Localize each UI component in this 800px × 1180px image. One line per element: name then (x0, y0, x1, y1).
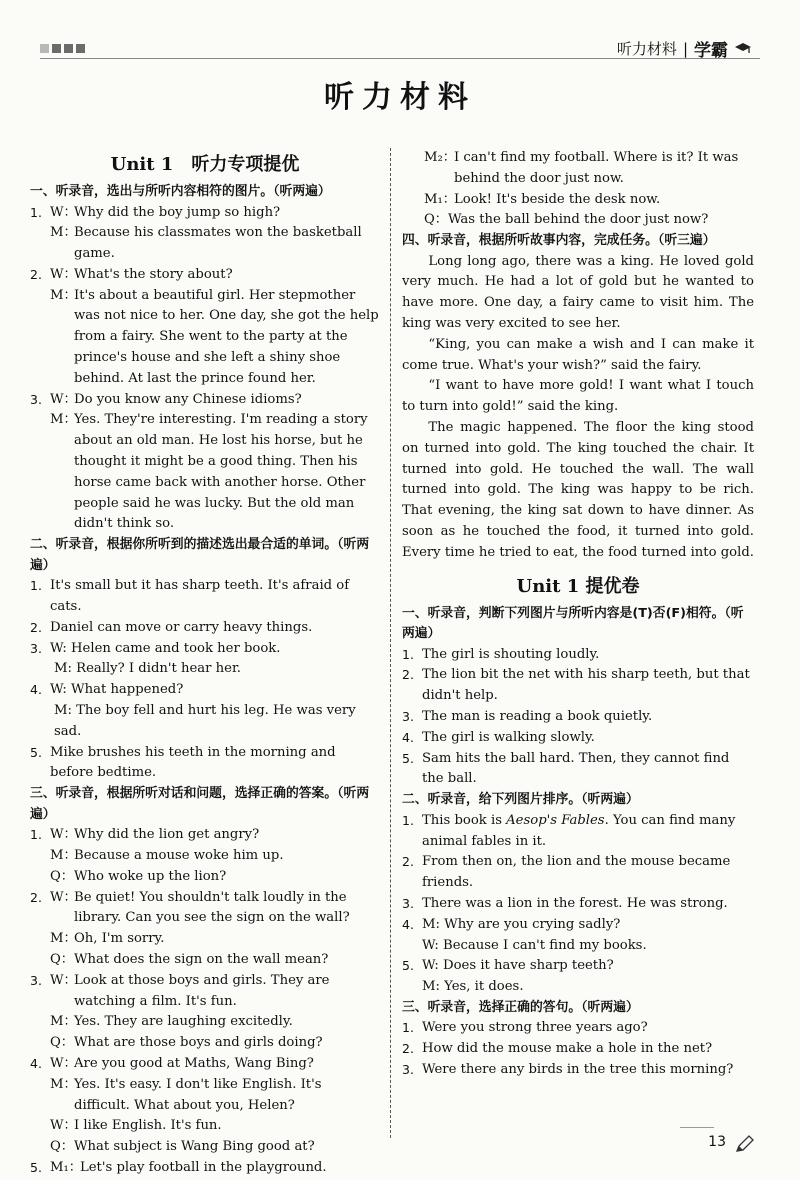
story-paragraph: “I want to have more gold! I want what I touch to turn into gold!” said the king. (402, 378, 754, 415)
left-column (30, 148, 380, 1179)
story-paragraph: Long long ago, there was a king. He loved gold very much. He had a lot of gold but he wanted to have more. One day, a fairy came to visit him. The king was very excited to see her. (402, 253, 754, 332)
list-item: 2. The lion bit the net with his sharp teeth, but that didn't help. (402, 667, 750, 704)
section-heading: 三、听录音，选择正确的答句。（听两遍） (402, 999, 639, 1015)
list-item: 1. It's small but it has sharp teeth. It's afraid of cats. (30, 578, 350, 615)
section-heading: 三、听录音，根据所听对话和问题，选择正确的答案。（听两遍） (30, 786, 370, 822)
list-item: 1. This book is Aesop's Fables. You can find many animal fables in it. (402, 812, 736, 849)
brand-logo: 学霸 (694, 41, 728, 61)
list-item: 2. From then on, the lion and the mouse became friends. (402, 854, 731, 891)
unit-title: Unit 1 听力专项提优 (110, 154, 300, 175)
list-item: 4. W： Are you good at Maths, Wang Bing? M： Yes. It's easy. I don't like English. It's difficult. What about you, Helen? W： I like English. It's fun. Q： What subject is Wang Bing good at? (30, 1055, 322, 1155)
header-decoration (40, 44, 85, 53)
section-heading: 一、听录音，选出与所听内容相符的图片。（听两遍） (30, 184, 331, 199)
story-paragraph: “King, you can make a wish and I can make it come true. What's your wish?” said the fairy. (402, 336, 754, 373)
header-rule (40, 58, 760, 59)
list-item: 4. The girl is walking slowly. (402, 729, 595, 745)
page-title: 听力材料 (324, 80, 476, 115)
dialogue-line: M₁： Look! It's beside the desk now. (424, 191, 661, 207)
story-paragraph: The magic happened. The floor the king stood on turned into gold. The king touched the chair. It turned into gold. He touched the wall. The wall turned into gold. The king was happy to be rich. That evening, the king sat down to have dinner. As soon as he touched the food, it turned into gold. Every time he tried to eat, the food turned into gold. (402, 420, 754, 560)
list-item: 1. W： Why did the lion get angry? M： Because a mouse woke him up. Q： Who woke up the lion? (30, 827, 284, 884)
graduation-cap-icon (734, 42, 752, 56)
column-divider (390, 148, 391, 1138)
list-item: 2. How did the mouse make a hole in the net? (402, 1041, 713, 1057)
list-item: 5. W: Does it have sharp teeth? M: Yes, it does. (402, 958, 614, 995)
list-item: 1. Were you strong three years ago? (402, 1020, 648, 1036)
list-item: 2. W： Be quiet! You shouldn't talk loudly in the library. Can you see the sign on the wall? M： Oh, I'm sorry. Q： What does the sign on the wall mean? (30, 889, 350, 967)
list-item: 3. There was a lion in the forest. He was strong. (402, 895, 728, 911)
list-item: 3. W： Look at those boys and girls. They are watching a film. It's fun. M： Yes. They are laughing excitedly. Q： What are those boys and girls doing? (30, 972, 330, 1051)
list-item: 3. Were there any birds in the tree this morning? (402, 1061, 734, 1077)
section-heading: 四、听录音，根据所听故事内容，完成任务。（听三遍） (402, 233, 716, 249)
list-item: 2. Daniel can move or carry heavy things. (30, 619, 313, 635)
right-column (402, 148, 754, 1081)
footer-rule (680, 1127, 714, 1128)
list-item: 5. M₁： Let's play football in the playground. (30, 1159, 327, 1175)
section-heading: 二、听录音，给下列图片排序。（听两遍） (402, 792, 639, 808)
section-heading: 一、听录音，判断下列图片与所听内容是(T)否(F)相符。（听两遍） (402, 605, 744, 642)
dialogue-line: Q： Was the ball behind the door just now? (424, 212, 709, 228)
dialogue-line: M₂： I can't find my football. Where is it? It was behind the door just now. (424, 150, 739, 186)
section-heading: 二、听录音，根据你所听到的描述选出最合适的单词。（听两遍） (30, 537, 370, 573)
list-item: 3. The man is reading a book quietly. (402, 709, 653, 725)
book-title: Aesop's Fables (506, 812, 605, 828)
list-item: 2. W： What's the story about? M： It's about a beautiful girl. Her stepmother was not nice to her. One day, she got the help from a fairy. She went to the party at the prince's house and she left a shiny shoe behind. At last the prince found her. (30, 266, 379, 386)
header-section-label: 听力材料 (616, 40, 677, 58)
list-item: 3. W： Do you know any Chinese idioms? M： Yes. They're interesting. I'm reading a story about an old man. He lost his horse, but he thought it might be a good thing. Then his horse came back with another horse. Other people said he was lucky. But the old man didn't think so. (30, 391, 368, 532)
list-item: 4. W: What happened? M: The boy fell and hurt his leg. He was very sad. (30, 682, 356, 739)
list-item: 3. W: Helen came and took her book. M: Really? I didn't hear her. (30, 640, 281, 677)
pencil-icon (734, 1134, 756, 1154)
list-item: 5. Mike brushes his teeth in the morning and before bedtime. (30, 744, 336, 781)
list-item: 1. W： Why did the boy jump so high? M： Because his classmates won the basketball game. (30, 204, 362, 262)
page-number: 13 (708, 1134, 726, 1150)
running-header: 听力材料 | 学霸 (617, 36, 752, 61)
list-item: 5. Sam hits the ball hard. Then, they cannot find the ball. (402, 750, 730, 787)
list-item: 4. M: Why are you crying sadly? W: Because I can't find my books. (402, 916, 647, 953)
unit-title: Unit 1 提优卷 (516, 575, 640, 597)
list-item: 1. The girl is shouting loudly. (402, 646, 600, 662)
